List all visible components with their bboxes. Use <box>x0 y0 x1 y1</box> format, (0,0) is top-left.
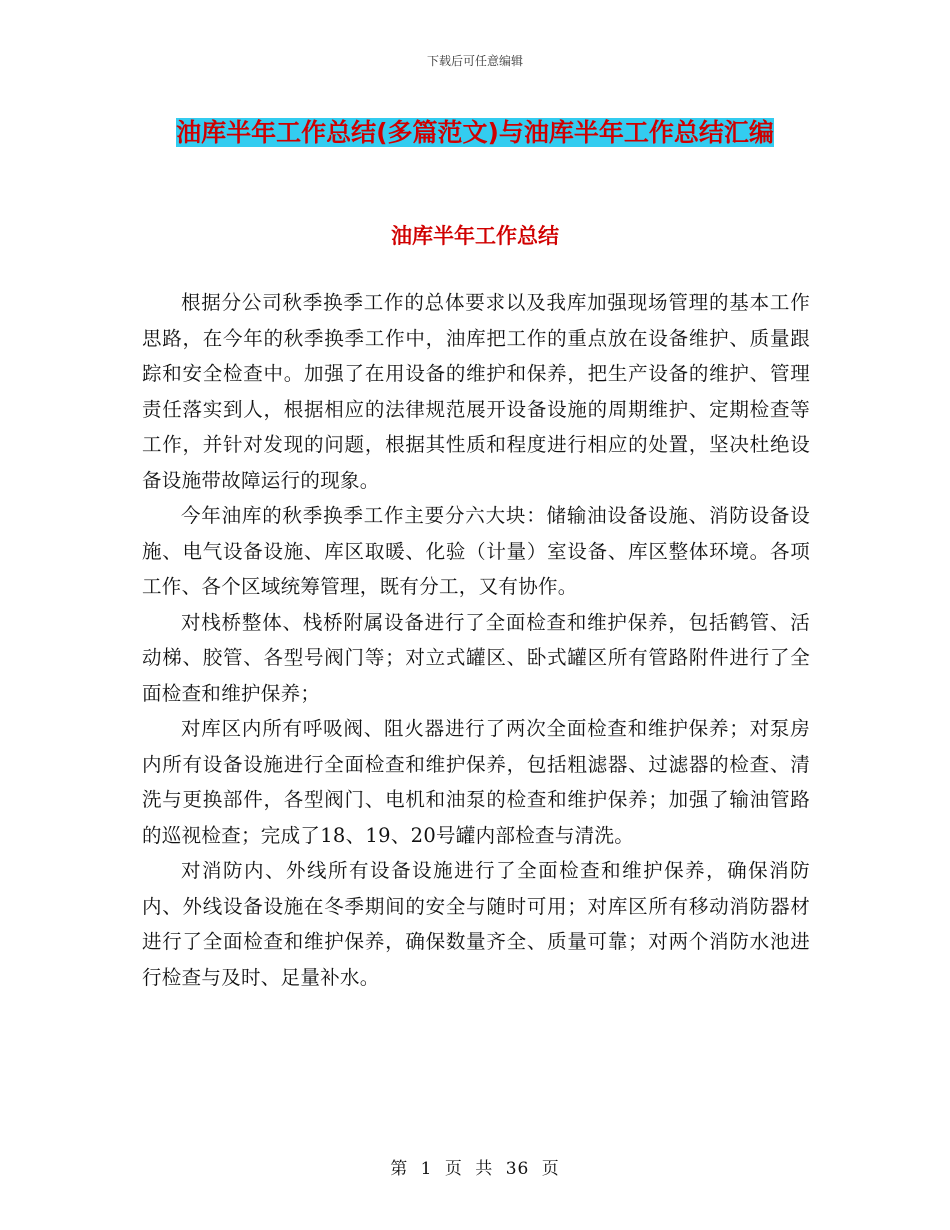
paragraph: 对栈桥整体、栈桥附属设备进行了全面检查和维护保养，包括鹤管、活动梯、胶管、各型号阀门等；对立式罐区、卧式罐区所有管路附件进行了全面检查和维护保养； <box>142 610 810 705</box>
paragraph: 对消防内、外线所有设备设施进行了全面检查和维护保养，确保消防内、外线设备设施在冬季期间的安全与随时可用；对库区所有移动消防器材进行了全面检查和维护保养，确保数量齐全、质量可靠；对两个消防水池进行检查与及时、足量补水。 <box>142 859 810 989</box>
document-title-text: 油库半年工作总结(多篇范文)与油库半年工作总结汇编 <box>176 118 774 147</box>
paragraph: 根据分公司秋季换季工作的总体要求以及我库加强现场管理的基本工作思路，在今年的秋季换季工作中，油库把工作的重点放在设备维护、质量跟踪和安全检查中。加强了在用设备的维护和保养，把生产设备的维护、管理责任落实到人，根据相应的法律规范展开设备设施的周期维护、定期检查等工作，并针对发现的问题，根据其性质和程度进行相应的处置，坚决杜绝设备设施带故障运行的现象。 <box>142 291 810 492</box>
paragraph: 今年油库的秋季换季工作主要分六大块：储输油设备设施、消防设备设施、电气设备设施、库区取暖、化验（计量）室设备、库区整体环境。各项工作、各个区域统筹管理，既有分工，又有协作。 <box>142 504 810 598</box>
page-number: 第 1 页 共 36 页 <box>390 1159 560 1179</box>
paragraph: 对库区内所有呼吸阀、阻火器进行了两次全面检查和维护保养；对泵房内所有设备设施进行全面检查和维护保养，包括粗滤器、过滤器的检查、清洗与更换部件，各型阀门、电机和油泵的检查和维护保养；加强了输油管路的巡视检查；完成了18、19、20号罐内部检查与清洗。 <box>142 717 810 847</box>
document-title <box>140 112 810 154</box>
document-body <box>142 285 810 995</box>
page-header-note: 下载后可任意编辑 <box>426 54 523 68</box>
section-title: 油库半年工作总结 <box>391 224 559 248</box>
